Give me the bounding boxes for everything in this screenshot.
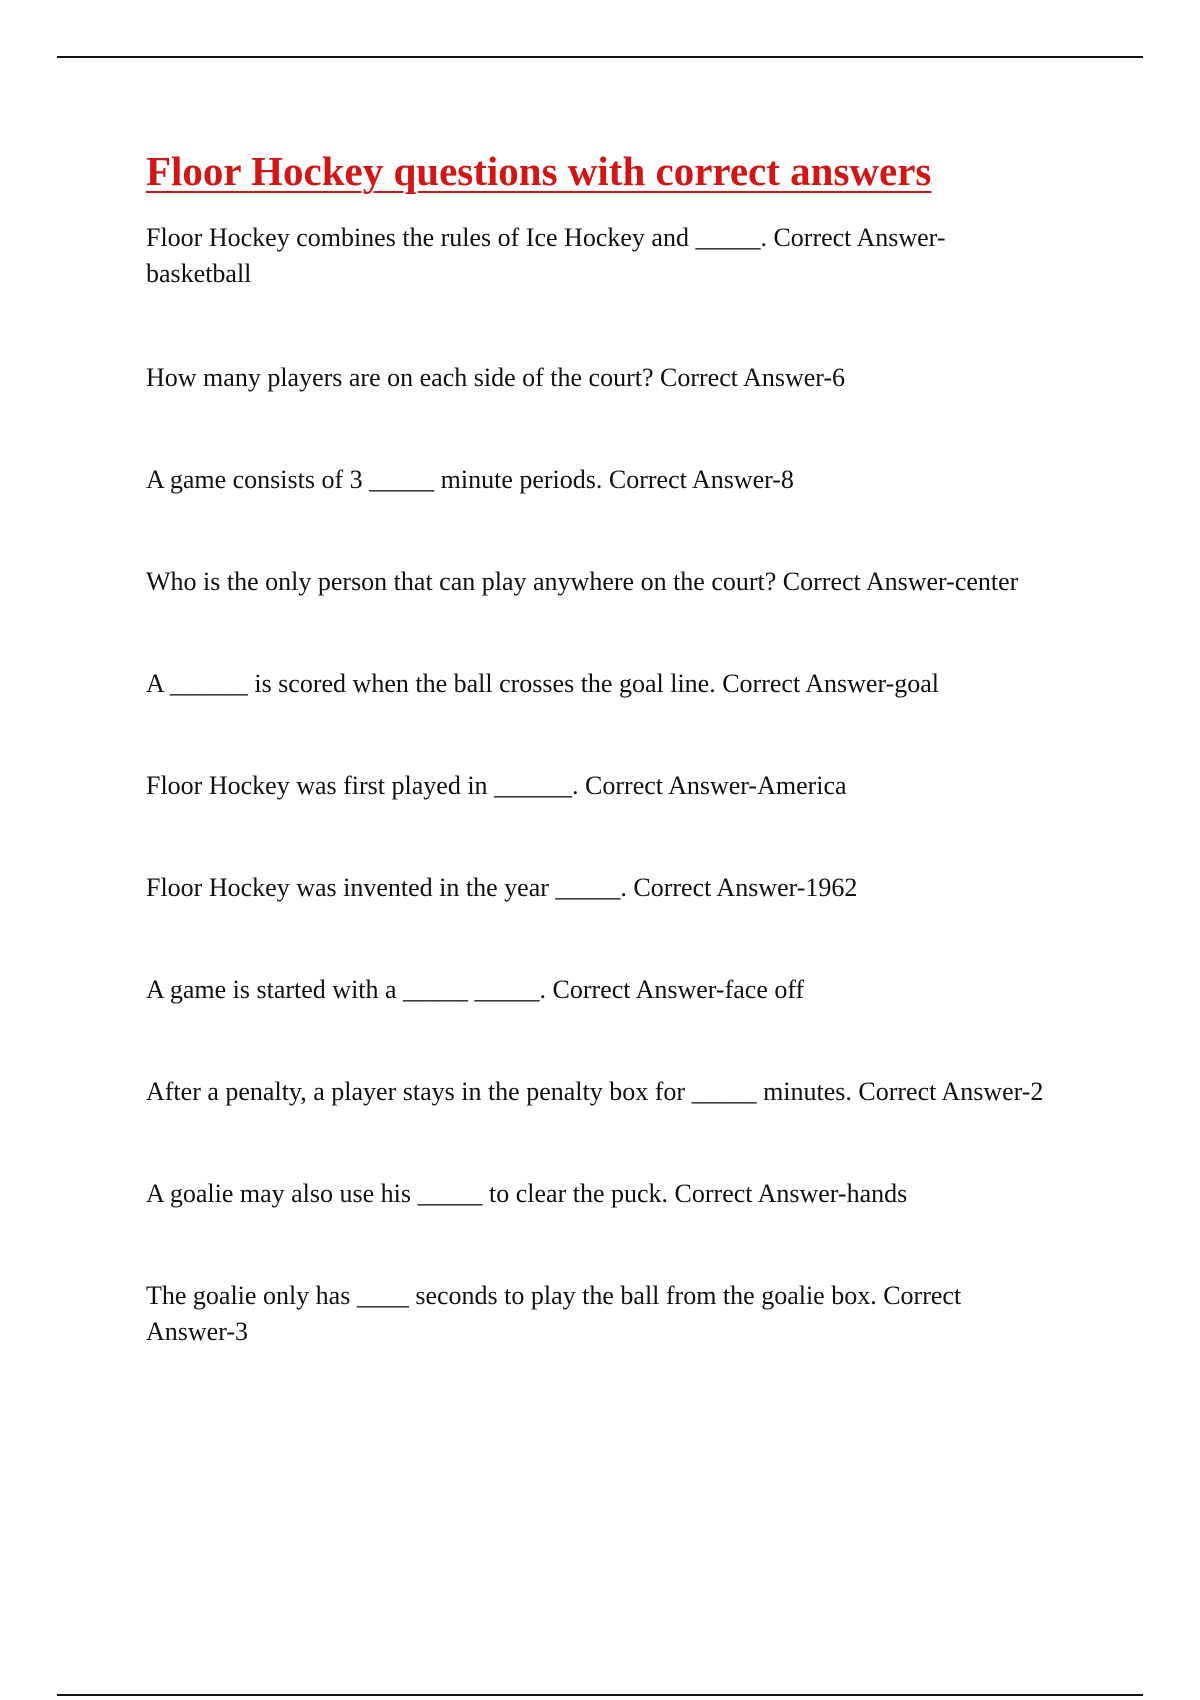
- document-body: [146, 142, 1046, 1416]
- question-item: Floor Hockey was invented in the year _____. Correct Answer-1962: [146, 873, 858, 902]
- question-item: Who is the only person that can play anywhere on the court? Correct Answer-center: [146, 567, 1019, 596]
- question-item: How many players are on each side of the court? Correct Answer-6: [146, 363, 846, 392]
- question-item: A game is started with a _____ _____. Correct Answer-face off: [146, 975, 805, 1004]
- footer-rule: [57, 1694, 1143, 1696]
- document-title: Floor Hockey questions with correct answers: [146, 148, 932, 194]
- question-item: A game consists of 3 _____ minute periods. Correct Answer-8: [146, 465, 794, 494]
- question-item: The goalie only has ____ seconds to play the ball from the goalie box. Correct Answer-3: [146, 1281, 962, 1346]
- question-item: Floor Hockey combines the rules of Ice Hockey and _____. Correct Answer-basketball: [146, 223, 946, 288]
- question-list: [146, 220, 1046, 1350]
- question-item: After a penalty, a player stays in the penalty box for _____ minutes. Correct Answer-2: [146, 1077, 1044, 1106]
- question-item: Floor Hockey was first played in ______. Correct Answer-America: [146, 771, 847, 800]
- question-item: A ______ is scored when the ball crosses the goal line. Correct Answer-goal: [146, 669, 940, 698]
- question-item: A goalie may also use his _____ to clear the puck. Correct Answer-hands: [146, 1179, 908, 1208]
- header-rule: [57, 56, 1143, 58]
